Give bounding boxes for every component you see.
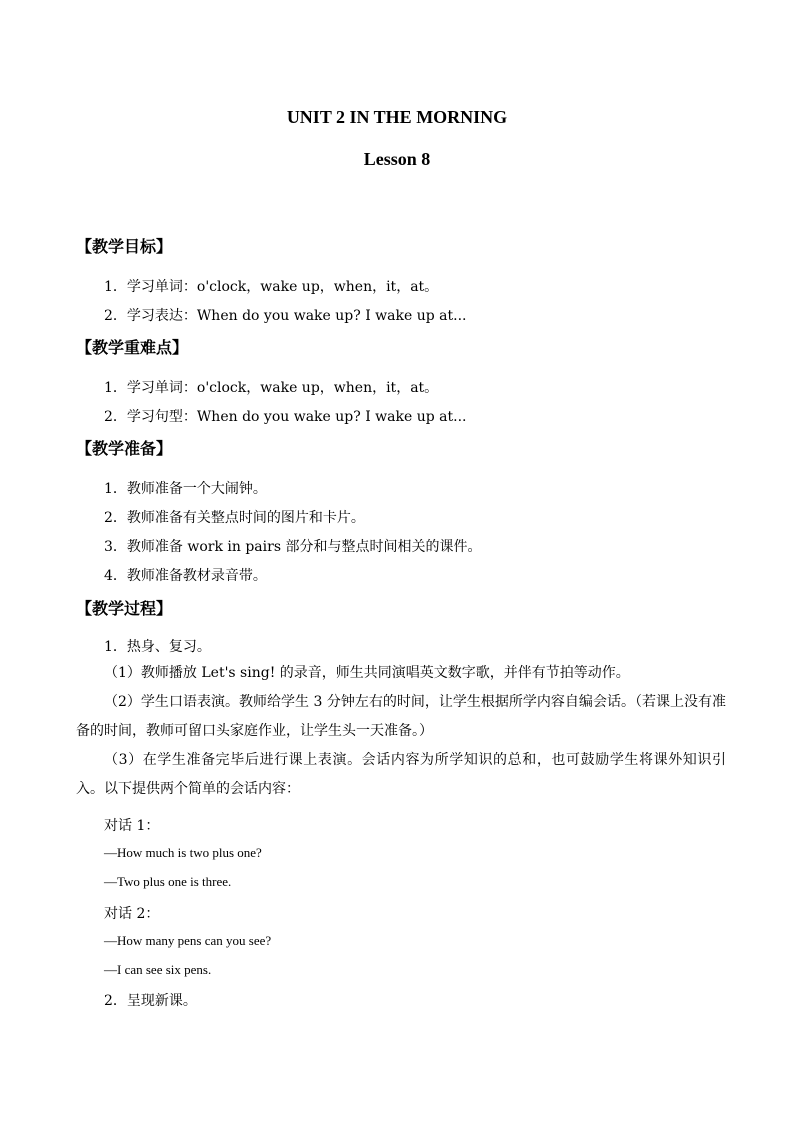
process-paragraph-3: （3）在学生准备完毕后进行课上表演。会话内容为所学知识的总和，也可鼓励学生将课外知识引入。以下提供两个简单的会话内容： [76, 752, 726, 797]
process-paragraph-1: （1）教师播放 Let's sing! 的录音，师生共同演唱英文数字歌，并伴有节拍等动作。 [104, 665, 630, 681]
key-point-item-1: 1．学习单词：o'clock，wake up，when，it，at。 [104, 380, 439, 396]
dialogue-1-label: 对话 1： [104, 818, 160, 834]
document-title: UNIT 2 IN THE MORNING [286, 107, 508, 127]
preparation-item-4: 4．教师准备教材录音带。 [104, 568, 267, 584]
key-point-item-2: 2．学习句型：When do you wake up? I wake up at... [104, 409, 467, 425]
section-heading-process: 【教学过程】 [76, 599, 173, 618]
preparation-item-2: 2．教师准备有关整点时间的图片和卡片。 [104, 510, 365, 526]
section-heading-key-points: 【教学重难点】 [76, 338, 189, 357]
process-step-1: 1．热身、复习。 [104, 639, 211, 655]
preparation-item-1: 1．教师准备一个大闹钟。 [104, 481, 267, 497]
dialogue-2-label: 对话 2： [104, 906, 160, 922]
process-paragraph-2: （2）学生口语表演。教师给学生 3 分钟左右的时间，让学生根据所学内容自编会话。（若课上没有准备的时间，教师可留口头家庭作业，让学生头一天准备。） [76, 694, 726, 739]
document-subtitle: Lesson 8 [363, 149, 431, 169]
objective-item-1: 1．学习单词：o'clock，wake up，when，it，at。 [104, 279, 439, 295]
preparation-item-3: 3．教师准备 work in pairs 部分和与整点时间相关的课件。 [104, 539, 482, 555]
process-step-2: 2．呈现新课。 [104, 993, 197, 1009]
dialogue-2-line-2: —I can see six pens. [104, 962, 212, 977]
dialogue-1-line-1: —How much is two plus one? [104, 845, 262, 860]
objective-item-2: 2．学习表达：When do you wake up? I wake up at... [104, 308, 467, 324]
dialogue-1-line-2: —Two plus one is three. [104, 874, 232, 889]
dialogue-2-line-1: —How many pens can you see? [104, 933, 272, 948]
section-heading-objectives: 【教学目标】 [76, 237, 173, 256]
section-heading-preparation: 【教学准备】 [76, 439, 173, 458]
